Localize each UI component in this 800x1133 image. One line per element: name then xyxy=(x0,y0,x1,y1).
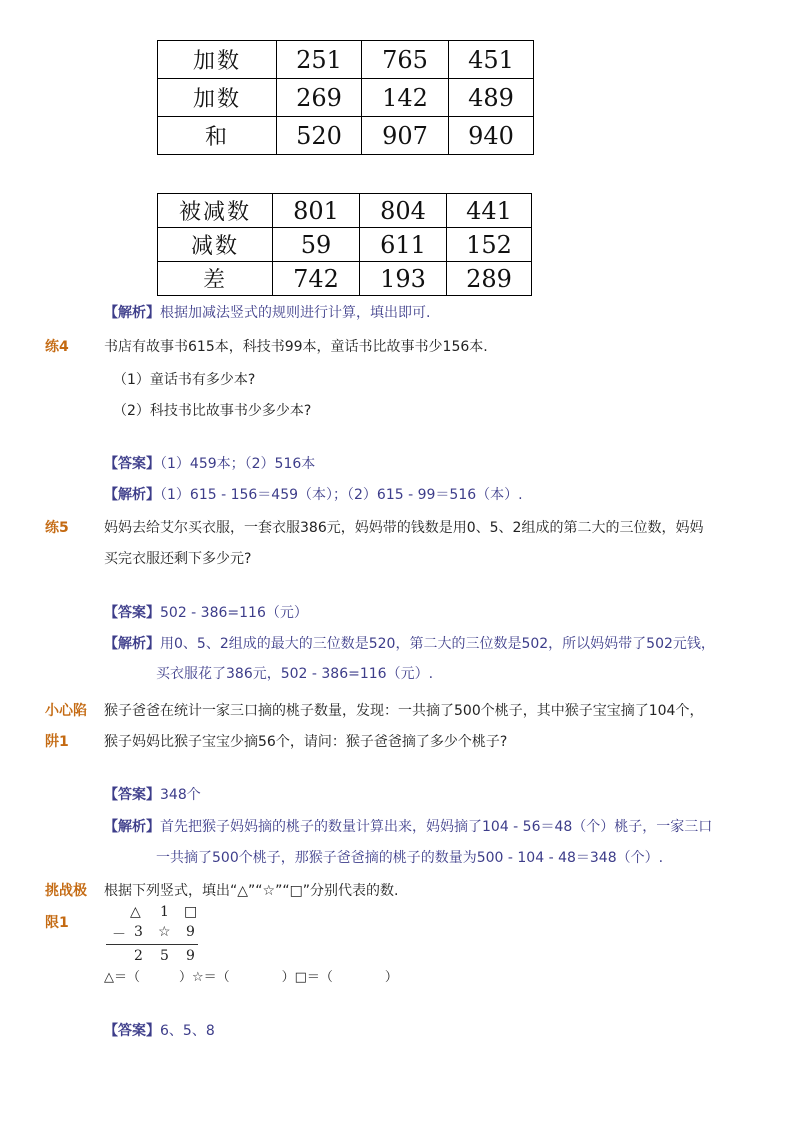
answer-line xyxy=(104,1021,215,1041)
table-cell: 441 xyxy=(447,194,532,228)
exercise-number: 小心陷 xyxy=(45,703,87,719)
table-cell: 152 xyxy=(447,228,532,262)
minus-sign: － xyxy=(112,927,126,943)
table-cell: 193 xyxy=(360,262,447,296)
table-row-label: 和 xyxy=(158,117,277,155)
question-text: 书店有故事书615本，科技书99本，童话书比故事书少156本. xyxy=(104,339,488,355)
vertical-calculation xyxy=(104,904,204,966)
table-row-label: 加数 xyxy=(158,79,277,117)
exercise-number: 阱1 xyxy=(45,734,69,750)
digit: 2 xyxy=(134,948,143,964)
table-row xyxy=(158,228,532,262)
answer-line xyxy=(104,785,201,805)
table-cell: 451 xyxy=(449,41,534,79)
table-row xyxy=(158,79,534,117)
addition-table xyxy=(157,40,534,155)
digit: 9 xyxy=(186,924,195,940)
question-text: 买完衣服还剩下多少元? xyxy=(104,551,252,567)
analysis-line xyxy=(104,817,712,837)
analysis-text: 首先把猴子妈妈摘的桃子的数量计算出来，妈妈摘了104 - 56＝48（个）桃子，一家三口 xyxy=(160,819,713,835)
table-row-label: 被减数 xyxy=(158,194,273,228)
exercise-number: 挑战极 xyxy=(45,883,87,899)
table-row xyxy=(158,194,532,228)
exercise-number: 限1 xyxy=(45,915,69,931)
answer-tag: 【答案】 xyxy=(104,456,160,472)
digit: 5 xyxy=(160,948,169,964)
table-cell: 907 xyxy=(362,117,449,155)
table-row xyxy=(158,41,534,79)
triangle-symbol: △ xyxy=(130,904,141,920)
analysis-tag: 【解析】 xyxy=(104,487,160,503)
answer-text: 348个 xyxy=(160,787,201,803)
table-cell: 765 xyxy=(362,41,449,79)
blanks-line: △＝（ ）☆＝（ ）□＝（ ） xyxy=(104,970,398,985)
table-row-label: 差 xyxy=(158,262,273,296)
table-row xyxy=(158,262,532,296)
table-cell: 142 xyxy=(362,79,449,117)
analysis-tag: 【解析】 xyxy=(104,305,160,321)
analysis-text: （1）615 - 156＝459（本）；（2）615 - 99＝516（本）. xyxy=(160,487,523,503)
star-symbol: ☆ xyxy=(158,924,171,940)
answer-tag: 【答案】 xyxy=(104,1023,160,1039)
analysis-line xyxy=(104,634,715,654)
table-row-label: 加数 xyxy=(158,41,277,79)
answer-tag: 【答案】 xyxy=(104,605,160,621)
digit: 3 xyxy=(134,924,143,940)
table-cell: 489 xyxy=(449,79,534,117)
sub-question: （2）科技书比故事书少多少本? xyxy=(113,403,312,419)
analysis-text: 用0、5、2组成的最大的三位数是520，第二大的三位数是502，所以妈妈带了502元钱， xyxy=(160,636,715,652)
table-row-label: 减数 xyxy=(158,228,273,262)
question-text: 妈妈去给艾尔买衣服，一套衣服386元，妈妈带的钱数是用0、5、2组成的第二大的三位数，妈妈 xyxy=(104,520,704,536)
square-symbol: □ xyxy=(184,904,198,920)
table-cell: 611 xyxy=(360,228,447,262)
analysis-tag: 【解析】 xyxy=(104,819,160,835)
table-cell: 742 xyxy=(273,262,360,296)
answer-tag: 【答案】 xyxy=(104,787,160,803)
answer-text: 6、5、8 xyxy=(160,1023,215,1039)
table-row xyxy=(158,117,534,155)
analysis-tag: 【解析】 xyxy=(104,636,160,652)
answer-text: 502 - 386=116（元） xyxy=(160,605,308,621)
analysis-text: 买衣服花了386元，502 - 386=116（元）. xyxy=(156,666,434,682)
table-cell: 520 xyxy=(277,117,362,155)
calculation-rule xyxy=(106,944,198,945)
digit: 9 xyxy=(186,948,195,964)
sub-question: （1）童话书有多少本? xyxy=(113,372,256,388)
digit: 1 xyxy=(160,904,169,920)
answer-text: （1）459本；（2）516本 xyxy=(160,456,316,472)
table-cell: 59 xyxy=(273,228,360,262)
table-cell: 801 xyxy=(273,194,360,228)
question-text: 猴子妈妈比猴子宝宝少摘56个，请问：猴子爸爸摘了多少个桃子? xyxy=(104,734,508,750)
table-cell: 251 xyxy=(277,41,362,79)
question-text: 根据下列竖式，填出“△”“☆”“□”分别代表的数. xyxy=(104,883,399,899)
analysis-line xyxy=(104,303,430,323)
answer-line xyxy=(104,603,308,623)
analysis-text: 根据加减法竖式的规则进行计算，填出即可. xyxy=(160,305,431,321)
subtraction-table xyxy=(157,193,532,296)
question-text: 猴子爸爸在统计一家三口摘的桃子数量，发现：一共摘了500个桃子，其中猴子宝宝摘了104个， xyxy=(104,703,704,719)
table-cell: 940 xyxy=(449,117,534,155)
analysis-line xyxy=(104,485,523,505)
exercise-number: 练5 xyxy=(45,520,69,536)
table-cell: 269 xyxy=(277,79,362,117)
table-cell: 804 xyxy=(360,194,447,228)
table-cell: 289 xyxy=(447,262,532,296)
exercise-number: 练4 xyxy=(45,339,69,355)
analysis-text: 一共摘了500个桃子，那猴子爸爸摘的桃子的数量为500 - 104 - 48＝348（个）. xyxy=(156,850,664,866)
answer-line xyxy=(104,454,315,474)
